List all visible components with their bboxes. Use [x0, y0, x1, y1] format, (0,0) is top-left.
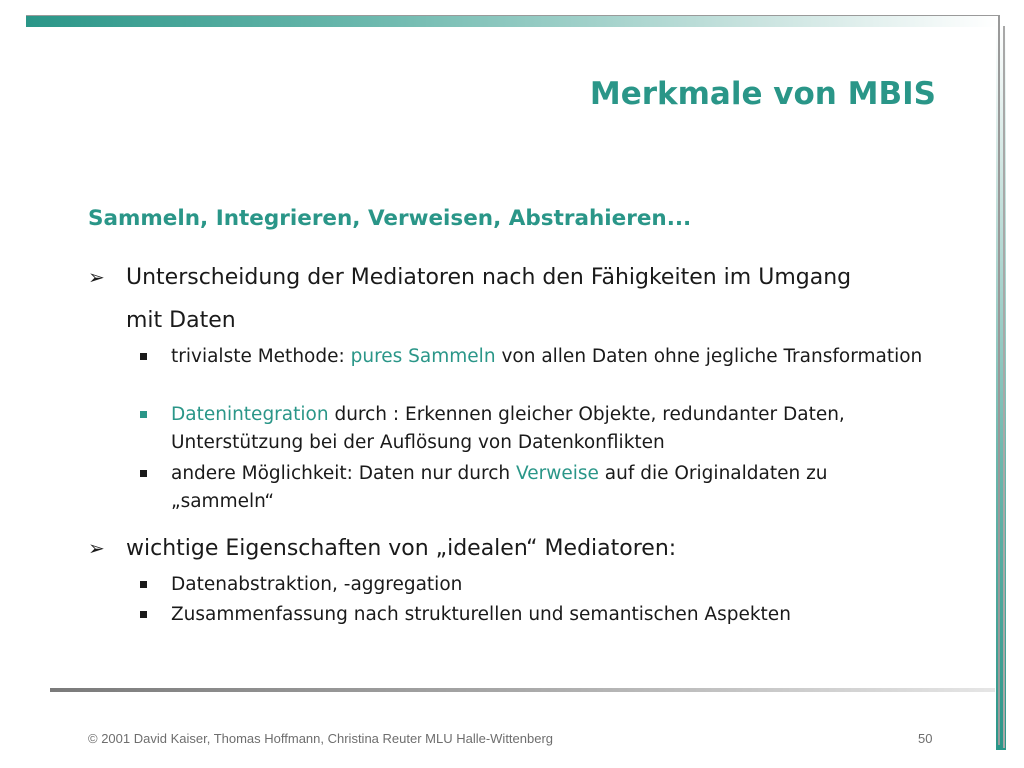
footer-copyright: © 2001 David Kaiser, Thomas Hoffmann, Christina Reuter MLU Halle-Wittenberg	[88, 731, 554, 746]
bullet-ideal-mediators	[88, 527, 886, 570]
subbullet-summary	[140, 601, 931, 629]
page-number: 50	[918, 731, 933, 746]
subbullet-text: Datenabstraktion, -aggregation	[171, 574, 463, 595]
highlight-term: pures Sammeln	[350, 346, 496, 367]
arrow-bullet-icon: ➢	[88, 265, 105, 289]
bullet-text: wichtige Eigenschaften von „idealen“ Mediatoren:	[126, 536, 677, 561]
subbullet-pure-collection	[140, 343, 931, 371]
subbullet-text: trivialste Methode: pures Sammeln von allen Daten ohne jegliche Transformation	[171, 346, 923, 367]
highlight-term: Datenintegration	[171, 404, 329, 425]
right-frame-line	[998, 15, 1000, 745]
bullet-text: Unterscheidung der Mediatoren nach den Fähigkeiten im Umgang mit Daten	[126, 265, 852, 333]
subbullet-references	[140, 460, 931, 516]
right-frame-line-outer	[1003, 26, 1005, 748]
footer-divider	[50, 688, 995, 692]
square-bullet-icon	[140, 611, 147, 618]
subbullet-text: Zusammenfassung nach strukturellen und semantischen Aspekten	[171, 604, 791, 625]
square-bullet-icon	[140, 411, 147, 418]
subbullet-text: Datenintegration durch : Erkennen gleicher Objekte, redundanter Daten, Unterstützung bei der Auflösung von Datenkonflikten	[171, 404, 845, 453]
highlight-term: Verweise	[516, 463, 599, 484]
slide-subtitle: Sammeln, Integrieren, Verweisen, Abstrahieren...	[88, 206, 692, 231]
bullet-mediator-distinction	[88, 256, 886, 342]
subbullet-data-integration	[140, 401, 931, 457]
slide-title: Merkmale von MBIS	[589, 76, 936, 112]
top-decor-bar	[26, 15, 998, 27]
square-bullet-icon	[140, 353, 147, 360]
arrow-bullet-icon: ➢	[88, 536, 105, 560]
subbullet-text: andere Möglichkeit: Daten nur durch Verweise auf die Originaldaten zu „sammeln“	[171, 463, 828, 512]
subbullet-abstraction	[140, 571, 931, 599]
square-bullet-icon	[140, 470, 147, 477]
square-bullet-icon	[140, 581, 147, 588]
